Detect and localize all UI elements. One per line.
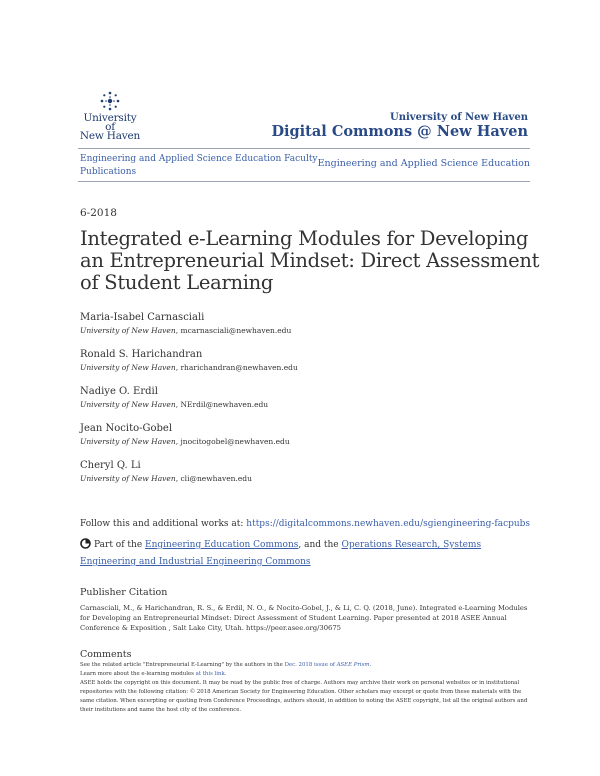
comments-line-2-text: Learn more about the e-learning modules: [80, 670, 196, 677]
author-entry: [80, 349, 298, 372]
logo-line-2: New Haven: [79, 130, 141, 142]
author-email[interactable]: , cli@newhaven.edu: [175, 474, 252, 483]
header-divider-top: [78, 148, 530, 149]
university-seal-icon: [99, 90, 121, 112]
prism-issue-link-italic: ASEE Prism: [336, 662, 370, 668]
collection-link-department[interactable]: Engineering and Applied Science Education: [317, 158, 530, 169]
logo-text: [78, 114, 142, 141]
author-name: Cheryl Q. Li: [80, 460, 141, 471]
comments-heading: Comments: [80, 649, 132, 660]
operations-research-commons-link[interactable]: Operations Research, Systems Engineering and Industrial Engineering Commons: [80, 540, 482, 567]
prism-issue-link[interactable]: [285, 662, 370, 668]
comments-line-1-text: See the related article "Entrepreneurial E-Learning" by the authors in the: [80, 662, 285, 668]
comments-line-1-end: .: [369, 662, 372, 668]
author-affiliation: University of New Haven: [80, 363, 176, 372]
part-of-prefix: Part of the: [94, 540, 146, 550]
author-name: Ronald S. Harichandran: [80, 349, 203, 360]
follow-label: Follow this and additional works at:: [80, 519, 247, 529]
author-email[interactable]: , mcarnasciali@newhaven.edu: [175, 326, 292, 335]
author-affiliation-line: [80, 326, 291, 335]
paper-title: Integrated e-Learning Modules for Developing an Entrepreneurial Mindset: Direct Assessment of Student Learning: [80, 227, 540, 294]
prism-issue-link-text: Dec. 2018 issue of: [284, 662, 337, 668]
part-of-mid: , and the: [298, 540, 342, 550]
author-affiliation: University of New Haven: [80, 400, 176, 409]
publication-date: 6-2018: [80, 207, 117, 219]
follow-line: [80, 519, 530, 529]
author-affiliation: University of New Haven: [80, 474, 176, 483]
header-divider-bottom: [78, 181, 530, 182]
institution-link[interactable]: University of New Haven: [390, 112, 528, 123]
author-affiliation-line: [80, 363, 298, 372]
collection-link-faculty-publications[interactable]: Engineering and Applied Science Education Faculty Publications: [80, 154, 318, 177]
author-name: Jean Nocito-Gobel: [80, 423, 173, 434]
network-icon: [80, 538, 91, 555]
author-entry: [80, 423, 290, 446]
author-entry: [80, 386, 268, 409]
university-logo[interactable]: [78, 90, 142, 142]
publisher-citation-heading: Publisher Citation: [80, 587, 168, 598]
author-email[interactable]: , rharichandran@newhaven.edu: [175, 363, 298, 372]
author-email[interactable]: , NErdil@newhaven.edu: [175, 400, 269, 409]
author-affiliation: University of New Haven: [80, 437, 176, 446]
comments-line-2: [80, 670, 530, 679]
collection-url-link[interactable]: https://digitalcommons.newhaven.edu/sgiengineering-facpubs: [246, 519, 531, 529]
logo-line-1: University of: [83, 112, 137, 133]
repository-link[interactable]: Digital Commons @ New Haven: [271, 123, 528, 140]
publisher-citation-text: Carnasciali, M., & Harichandran, R. S., & Erdil, N. O., & Nocito-Gobel, J., & Li, C. Q. (2018, June). Integrated e-Learning Modules for Developing an Entrepreneurial Mindset: Direct Assessment of Student Learning. Paper presented at 2018 ASEE Annual Conference & Exposition , Salt Lake City, Utah. https://peer.asee.org/30675: [80, 604, 528, 632]
author-entry: [80, 460, 252, 483]
author-affiliation: University of New Haven: [80, 326, 176, 335]
author-email[interactable]: , jnocitogobel@newhaven.edu: [175, 437, 290, 446]
author-affiliation-line: [80, 474, 252, 483]
comments-line-1: [80, 661, 530, 670]
author-entry: [80, 312, 291, 335]
author-affiliation-line: [80, 437, 290, 446]
engineering-education-commons-link[interactable]: Engineering Education Commons: [145, 540, 299, 550]
modules-link[interactable]: at this link: [195, 670, 225, 677]
part-of-line: [80, 538, 530, 570]
comments-copyright: ASEE holds the copyright on this document. It may be read by the public free of charge. Authors may archive their work on personal websites or in institutional repositories with the following citation: © 2018 American Society for Engineering Education. Other scholars may excerpt or quote from these materials with the same citation. When excerpting or quoting from Conference Proceedings, authors should, in addition to noting the ASEE copyright, list all the original authors and their institutions and name the host city of the conference.: [80, 679, 528, 713]
comments-line-2-end: .: [224, 670, 227, 677]
author-affiliation-line: [80, 400, 268, 409]
author-name: Maria-Isabel Carnasciali: [80, 312, 205, 323]
comments-body: [80, 661, 530, 714]
author-name: Nadiye O. Erdil: [80, 386, 158, 397]
